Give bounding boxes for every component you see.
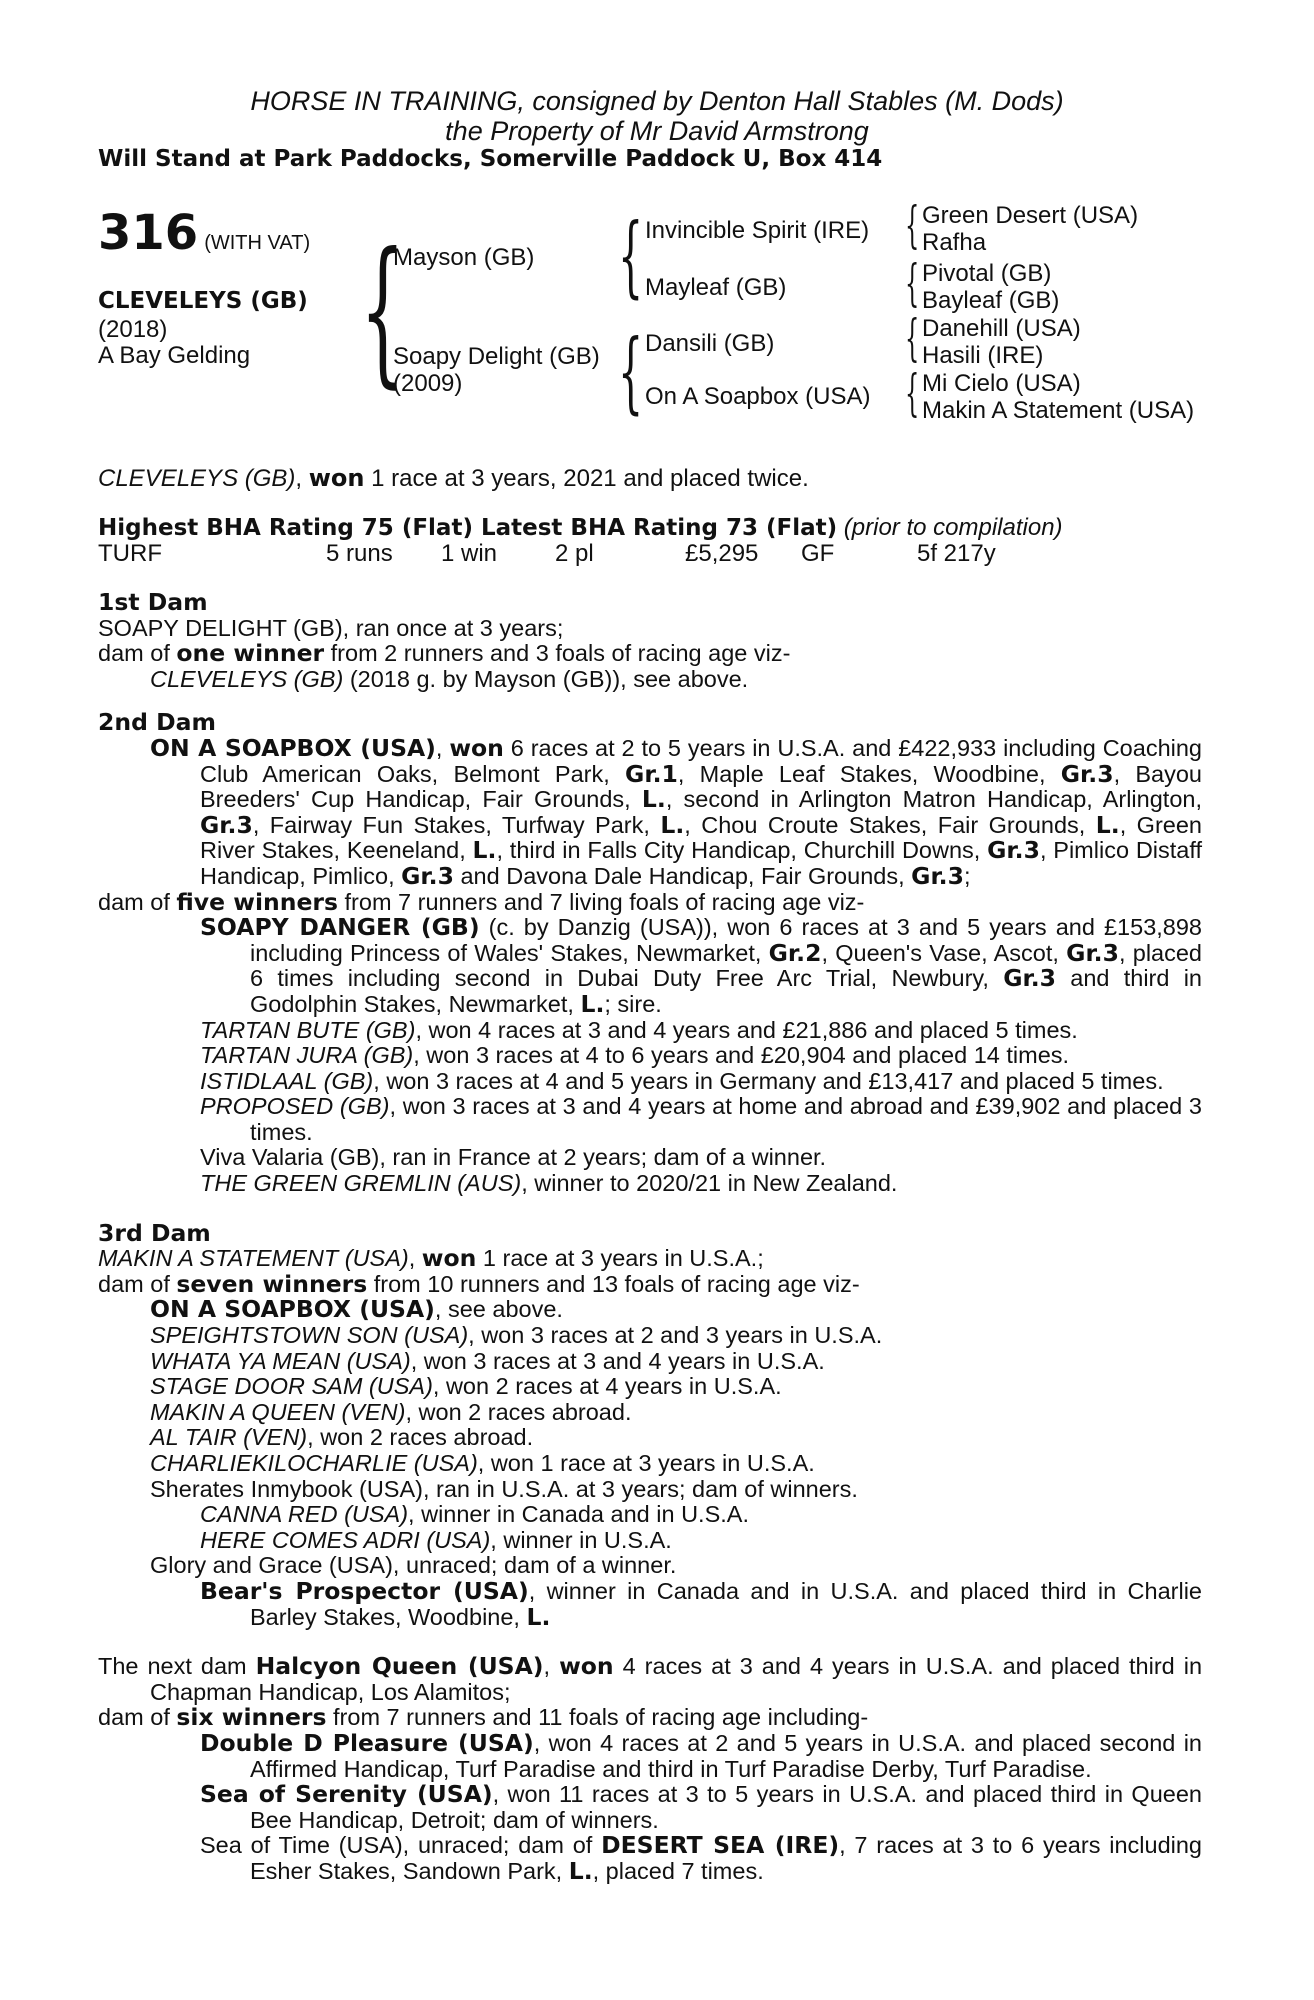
turf-label: TURF [98,540,162,567]
produce-name: SPEIGHTSTOWN SON (USA) [150,1322,469,1349]
first-dam-line: SOAPY DELIGHT (GB), ran once at 3 years; [98,614,564,641]
produce-name: WHATA YA MEAN (USA) [150,1347,411,1374]
text-run: , won 4 races at 2 and 5 years in U.S.A. and placed second in Affirmed Handicap, Turf Paradise and third in Turf Paradise Derby, Turf Paradise. [250,1729,1202,1782]
produce-name: TARTAN BUTE (GB) [200,1016,416,1043]
text-run: from 7 runners and 7 living foals of racing age viz- [337,888,865,915]
bha-rating [98,514,1063,542]
won-label: won [449,733,504,762]
pedigree-brace: { [905,364,920,422]
pedigree-dam-year: (2009) [393,370,463,397]
text-run: 6 races at 2 to 5 years in U.S.A. and £422,933 including Coaching Club American Oaks, Belmont Park, [200,734,1203,787]
text-run: , placed 7 times. [592,1857,764,1884]
third-dam-produce-line [98,1269,1202,1298]
horse-name: CLEVELEYS (GB) [98,288,308,314]
text-run: , won 3 races at 3 and 4 years at home and abroad and £39,902 and placed 3 times. [250,1093,1202,1145]
produce-name: PROPOSED (GB) [200,1093,390,1120]
turf-going: GF [801,540,835,567]
first-dam-produce-line [98,641,1202,667]
pedigree-brace: { [905,309,920,367]
text-run: dam of [98,1704,177,1731]
produce-entry [98,1323,1202,1349]
text-run: from 10 runners and 13 foals of racing age viz- [367,1270,860,1297]
summary-text: 1 race at 3 years, 2021 and placed twice. [364,465,809,492]
won-label: won [559,1652,614,1681]
text-run: , won 3 races at 4 and 5 years in Germany and £13,417 and placed 5 times. [373,1067,1164,1094]
turf-placed: 2 pl [555,540,594,567]
text-run: , won 11 races at 3 to 5 years in U.S.A. and placed third in Queen Bee Handicap, Detroit; dam of winners. [250,1781,1202,1833]
pedigree-dam-sire: Dansili (GB) [645,330,775,357]
text-run: Sea of Time (USA), unraced; dam of [200,1832,602,1859]
spacer [98,692,1202,710]
grade-label: Gr.3 [401,861,454,890]
produce-name: CHARLIEKILOCHARLIE (USA) [150,1450,478,1476]
pedigree-g5: Danehill (USA) [922,315,1081,342]
first-dam-heading: 1st Dam [98,588,208,616]
pedigree-brace: { [360,219,406,403]
produce-entry: Sherates Inmybook (USA), ran in U.S.A. at 3 years; dam of winners. [150,1475,858,1502]
race-summary: CLEVELEYS (GB), won 1 race at 3 years, 2021 and placed twice. [98,464,809,492]
text-run: , Fairway Fun Stakes, Turfway Park, [252,811,661,838]
produce-name: MAKIN A QUEEN (VEN) [150,1398,406,1425]
produce-name: HERE COMES ADRI (USA) [200,1526,491,1553]
text-run: ; sire. [604,990,662,1017]
produce-entry [98,1094,1202,1145]
text-run: dam of [98,1270,177,1297]
produce-name: ISTIDLAAL (GB) [200,1067,374,1094]
produce-name: Bear's Prospector (USA) [200,1576,529,1605]
pedigree-sire-dam: Mayleaf (GB) [645,274,787,301]
text-run: , 7 races at 3 to 6 years including Esher Stakes, Sandown Park, [250,1832,1202,1884]
pedigree-g2: Rafha [922,229,987,256]
horse-description: A Bay Gelding [98,342,251,369]
produce-entry [98,1400,1202,1426]
produce-entry: Viva Valaria (GB), ran in France at 2 years; dam of a winner. [200,1144,827,1171]
grade-label: Gr.1 [625,759,678,788]
grade-label: Gr.3 [1066,938,1119,967]
text-run: 1 race at 3 years in U.S.A.; [476,1245,764,1272]
pedigree-g7: Mi Cielo (USA) [922,370,1081,397]
turf-earnings: £5,295 [685,540,759,567]
pedigree-brace: { [905,196,920,254]
produce-name: STAGE DOOR SAM (USA) [150,1373,433,1400]
text-run: and Davona Dale Handicap, Fair Grounds, [453,862,912,889]
third-dam-heading: 3rd Dam [98,1218,211,1247]
text-run: , winner in U.S.A. [490,1526,672,1553]
winner-count: five winners [176,887,338,916]
produce-entry [98,915,1202,1017]
summary-horse-name: CLEVELEYS (GB) [98,465,296,492]
produce-name: CANNA RED (USA) [200,1501,409,1528]
produce-entry [98,1528,1202,1554]
text-run: and third in Godolphin Stakes, Newmarket, [250,965,1202,1017]
consignor-line: HORSE IN TRAINING, consigned by Denton Hall Stables (M. Dods) [250,86,1064,116]
text-run: , won 3 races at 2 and 3 years in U.S.A. [468,1322,883,1349]
produce-entry [98,1576,1202,1631]
pedigree-sire: Mayson (GB) [393,244,535,271]
text-run: dam of [98,640,177,667]
produce-name: THE GREEN GREMLIN (AUS) [200,1170,522,1197]
produce-entry [98,1043,1202,1069]
grade-label: Gr.3 [911,861,964,890]
text-run: (c. by Danzig (USA)), won 6 races at 3 and 5 years and £153,898 including Princess of Wales' Stakes, Newmarket, [250,914,1202,966]
vat-note: (WITH VAT) [204,232,311,254]
produce-entry [98,1833,1202,1884]
produce-entry [98,1018,1202,1044]
dam-name: ON A SOAPBOX (USA) [150,733,436,762]
pedigree-dam-dam: On A Soapbox (USA) [645,383,871,410]
winner-count: one winner [176,639,325,668]
turf-wins: 1 win [441,540,498,567]
grade-label: Gr.3 [200,810,253,839]
winner-count: six winners [176,1703,327,1732]
text-run: , winner to 2020/21 in New Zealand. [521,1170,898,1197]
pedigree-brace: { [618,204,644,307]
text-run: , Chou Croute Stakes, Fair Grounds, [684,811,1096,838]
summary-won: won [308,464,365,492]
text-run: , won 2 races abroad. [405,1398,632,1425]
lot-header [98,205,310,261]
text-run: , third in Falls City Handicap, Churchill Downs, [496,837,988,864]
won-label: won [421,1244,477,1273]
produce-entry [98,1171,1202,1197]
produce-name: DESERT SEA (IRE) [601,1831,840,1860]
text-run: , Queen's Vase, Ascot, [821,939,1067,966]
listed-label: L. [1095,810,1120,839]
text-run: from 2 runners and 3 foals of racing age viz- [324,640,791,667]
dam-name: MAKIN A STATEMENT (USA) [98,1245,409,1272]
produce-entry [98,1502,1202,1528]
text-run: The next dam [98,1653,256,1680]
pedigree-g4: Bayleaf (GB) [922,287,1060,314]
stand-location: Will Stand at Park Paddocks, Somerville Paddock U, Box 414 [98,146,883,172]
listed-label: L. [568,1856,593,1885]
owner-line: the Property of Mr David Armstrong [445,116,869,146]
produce-entry [98,1782,1202,1833]
produce-entry [98,667,1202,693]
listed-label: L. [641,785,666,814]
produce-name: Double D Pleasure (USA) [200,1728,534,1757]
foal-year: (2018) [98,316,168,343]
text-run: ; [963,862,971,889]
text-run: (2018 g. by Mayson (GB)), see above. [343,665,749,692]
text-run: , won 3 races at 4 to 6 years and £20,904 and placed 14 times. [413,1042,1070,1069]
text-run: dam of [98,888,177,915]
rating-text: Highest BHA Rating 75 (Flat) Latest BHA Rating 73 (Flat) [98,515,838,541]
text-run: , Pimlico Distaff Handicap, Pimlico, [200,837,1203,889]
second-dam-produce-line [98,887,1202,916]
turf-distance: 5f 217y [917,540,996,567]
text-run: , won 2 races at 4 years in U.S.A. [432,1373,782,1400]
listed-label: L. [660,810,685,839]
grade-label: Gr.3 [987,836,1040,865]
text-run: , winner in Canada and in U.S.A. [408,1501,749,1528]
rating-note: (prior to compilation) [843,514,1063,541]
pedigree-notes [98,590,1202,1885]
text-run: from 7 runners and 11 foals of racing age including- [326,1704,869,1731]
lot-number: 316 [98,205,199,261]
spacer [98,1197,1202,1221]
text-run: , won 1 race at 3 years in U.S.A. [477,1450,815,1476]
produce-name: AL TAIR (VEN) [150,1424,308,1451]
listed-label: L. [526,1602,551,1631]
next-dam-record [98,1654,1202,1705]
text-run: , [543,1653,560,1680]
produce-entry [98,1069,1202,1095]
pedigree-g8: Makin A Statement (USA) [922,397,1195,424]
produce-entry [98,1349,1202,1375]
listed-label: L. [580,989,605,1018]
pedigree-brace: { [905,254,920,312]
produce-name: TARTAN JURA (GB) [200,1042,414,1069]
text-run: , placed 6 times including second in Dubai Duty Free Arc Trial, Newbury, [250,939,1203,992]
pedigree-g1: Green Desert (USA) [922,202,1139,229]
text-run: , Bayou Breeders' Cup Handicap, Fair Grounds, [200,760,1202,813]
produce-name: CLEVELEYS (GB) [150,665,344,692]
pedigree-dam: Soapy Delight (GB) [393,343,600,370]
produce-name: ON A SOAPBOX (USA) [150,1295,435,1324]
produce-entry: Glory and Grace (USA), unraced; dam of a winner. [150,1552,677,1579]
produce-entry [98,1425,1202,1451]
text-run: , won 3 races at 3 and 4 years in U.S.A. [410,1347,825,1374]
produce-name: SOAPY DANGER (GB) [200,913,480,942]
pedigree-brace: { [618,320,644,423]
pedigree-g3: Pivotal (GB) [922,260,1052,287]
pedigree-sire-sire: Invincible Spirit (IRE) [645,217,870,244]
spacer [98,1630,1202,1654]
dam-name: Halcyon Queen (USA) [255,1652,544,1681]
grade-label: Gr.3 [1003,964,1057,993]
text-run: , winner in Canada and in U.S.A. and placed third in Charlie Barley Stakes, Woodbine, [250,1577,1202,1630]
grade-label: Gr.3 [1060,759,1114,788]
text-run: , Green River Stakes, Keeneland, [200,811,1202,864]
second-dam-heading: 2nd Dam [98,708,216,737]
winner-count: seven winners [176,1269,368,1298]
produce-entry [98,1374,1202,1400]
text-run: , second in Arlington Matron Handicap, Arlington, [665,786,1202,813]
text-run: , Maple Leaf Stakes, Woodbine, [677,760,1061,787]
third-dam-record: MAKIN A STATEMENT (USA), won 1 race at 3 years in U.S.A.; [98,1244,764,1273]
produce-entry [98,1451,1202,1477]
produce-entry [98,1297,1202,1323]
produce-name: Sea of Serenity (USA) [200,1780,493,1809]
text-run: , won 2 races abroad. [307,1424,534,1451]
text-run: , see above. [434,1296,563,1323]
text-run: , won 4 races at 3 and 4 years and £21,886 and placed 5 times. [415,1016,1078,1043]
next-dam-produce-line [98,1705,1202,1731]
pedigree-g6: Hasili (IRE) [922,342,1044,369]
listed-label: L. [472,836,497,865]
text-run: 4 races at 3 and 4 years in U.S.A. and placed third in Chapman Handicap, Los Alamitos; [150,1653,1203,1705]
turf-runs: 5 runs [326,540,393,567]
second-dam-record: ON A SOAPBOX (USA), won 6 races at 2 to 5 years in U.S.A. and £422,933 including Coaching Club American Oaks, Belmont Park, Gr.1, Maple Leaf Stakes, Woodbine, Gr.3, Bayou Breeders' Cup Handicap, Fair Grounds, L., second in Arlington Matron Handicap, Arlington, Gr.3, Fairway Fun Stakes, Turfway Park, L., Chou Croute Stakes, Fair Grounds, L., Green River Stakes, Keeneland, L., third in Falls City Handicap, Churchill Downs, Gr.3, Pimlico Distaff Handicap, Pimlico, Gr.3 and Davona Dale Handicap, Fair Grounds, Gr.3; [150,733,1203,890]
produce-entry [98,1728,1202,1782]
grade-label: Gr.2 [768,938,822,967]
